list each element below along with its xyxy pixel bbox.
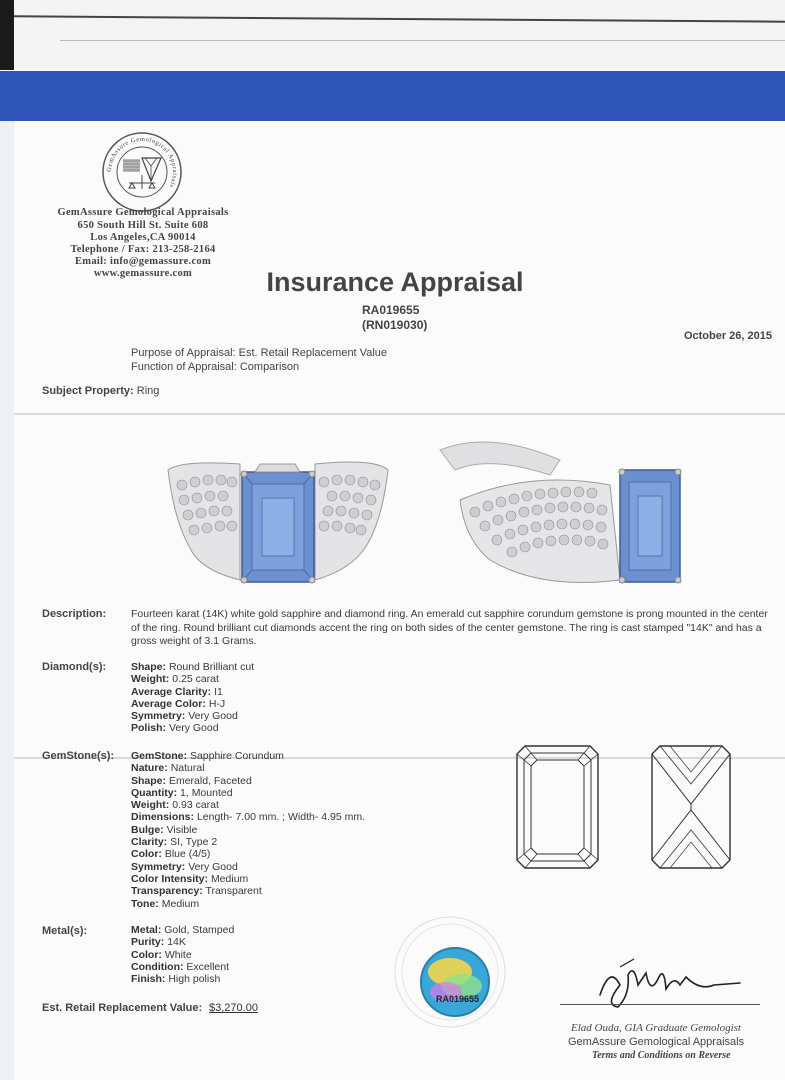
company-website: www.gemassure.com	[93, 268, 193, 279]
company-name: GemAssure Gemological Appraisals	[57, 207, 229, 218]
appraisal-function: Function of Appraisal: Comparison	[131, 361, 300, 373]
valuation-amount: $3,270.00	[209, 1002, 258, 1014]
hologram-number: RA019655	[436, 994, 480, 1004]
diamonds-label: Diamond(s):	[42, 661, 107, 673]
metal-details	[131, 924, 234, 985]
emerald-cut-crown-diagram	[515, 744, 600, 870]
detail-row: Color: White	[131, 948, 192, 961]
detail-row: GemStone: Sapphire Corundum	[131, 750, 284, 762]
emerald-cut-pavilion-diagram	[650, 744, 732, 870]
description-text: Fourteen karat (14K) white gold sapphire and diamond ring. An emerald cut sapphire corundum gemstone is prong mounted in the center of the ring. Round brilliant cut diamonds accent the ring on both sides of the center gemstone. The ring is cast stamped "14K" and has a gross weight of 3.1 Grams.	[131, 608, 768, 647]
appraisal-purpose: Purpose of Appraisal: Est. Retail Replacement Value	[131, 347, 387, 359]
appraisal-date: October 26, 2015	[683, 330, 772, 342]
company-email: Email: info@gemassure.com	[74, 256, 212, 267]
scan-top-strip	[0, 0, 785, 70]
metals-label: Metal(s):	[42, 925, 88, 937]
detail-row: Finish: High polish	[131, 973, 221, 986]
detail-row: Clarity: SI, Type 2	[131, 836, 218, 849]
detail-row: Quantity: 1, Mounted	[131, 786, 233, 799]
gemstones-label: GemStone(s):	[42, 750, 115, 762]
detail-row: Polish: Very Good	[131, 722, 219, 735]
detail-row: Tone: Medium	[131, 897, 200, 910]
detail-row: Weight: 0.25 carat	[131, 673, 219, 686]
company-address-line1: 650 South Hill St. Suite 608	[77, 220, 209, 231]
detail-row: Average Color: H-J	[131, 697, 226, 710]
company-address-line2: Los Angeles,CA 90014	[90, 232, 196, 243]
detail-row: Color: Blue (4/5)	[131, 848, 211, 861]
header-blue-bar	[0, 71, 785, 121]
valuation-label: Est. Retail Replacement Value:	[42, 1002, 203, 1014]
appraiser-name: Elad Ouda, GIA Graduate Gemologist	[571, 1022, 741, 1034]
detail-row: Purity: 14K	[131, 936, 186, 949]
subject-property	[42, 385, 159, 397]
terms-reference: Terms and Conditions on Reverse	[592, 1050, 731, 1061]
detail-row: Metal: Gold, Stamped	[131, 924, 235, 936]
detail-row: Nature: Natural	[131, 762, 205, 775]
gemstone-details	[131, 750, 365, 910]
signature-company: GemAssure Gemological Appraisals	[568, 1036, 745, 1048]
subject-value: Ring	[136, 385, 160, 397]
detail-row: Average Clarity: I1	[131, 685, 223, 698]
diamonds-details	[131, 661, 254, 735]
seal-text: GemAssure Gemological Appraisals	[105, 135, 179, 190]
detail-row: Dimensions: Length- 7.00 mm. ; Width- 4.95 mm.	[131, 811, 365, 824]
company-phone: Telephone / Fax: 213-258-2164	[70, 244, 216, 255]
gemassure-seal-logo	[101, 131, 183, 213]
scan-left-edge	[0, 121, 14, 1080]
fold-line	[14, 413, 785, 415]
ring-photo-side	[430, 430, 690, 600]
detail-row: Weight: 0.93 carat	[131, 799, 219, 812]
signature-line	[560, 1004, 760, 1005]
detail-row: Shape: Emerald, Faceted	[131, 774, 252, 787]
detail-row: Symmetry: Very Good	[131, 860, 238, 873]
description-label: Description:	[42, 608, 107, 620]
hologram-seal	[380, 912, 520, 1032]
document-title: Insurance Appraisal	[266, 267, 524, 297]
detail-row: Condition: Excellent	[131, 960, 230, 973]
detail-row: Symmetry: Very Good	[131, 710, 238, 723]
handwritten-signature	[590, 955, 760, 1015]
detail-row: Transparency: Transparent	[131, 885, 262, 898]
detail-row: Shape: Round Brilliant cut	[131, 661, 255, 673]
reference-number: (RN019030)	[362, 318, 428, 332]
scan-edge-line	[60, 40, 785, 41]
scan-dark-edge	[0, 0, 14, 70]
appraisal-number: RA019655	[362, 303, 420, 317]
detail-row: Color Intensity: Medium	[131, 872, 249, 885]
ring-photo-front	[160, 430, 395, 600]
subject-label: Subject Property:	[42, 385, 134, 397]
detail-row: Bulge: Visible	[131, 823, 198, 836]
